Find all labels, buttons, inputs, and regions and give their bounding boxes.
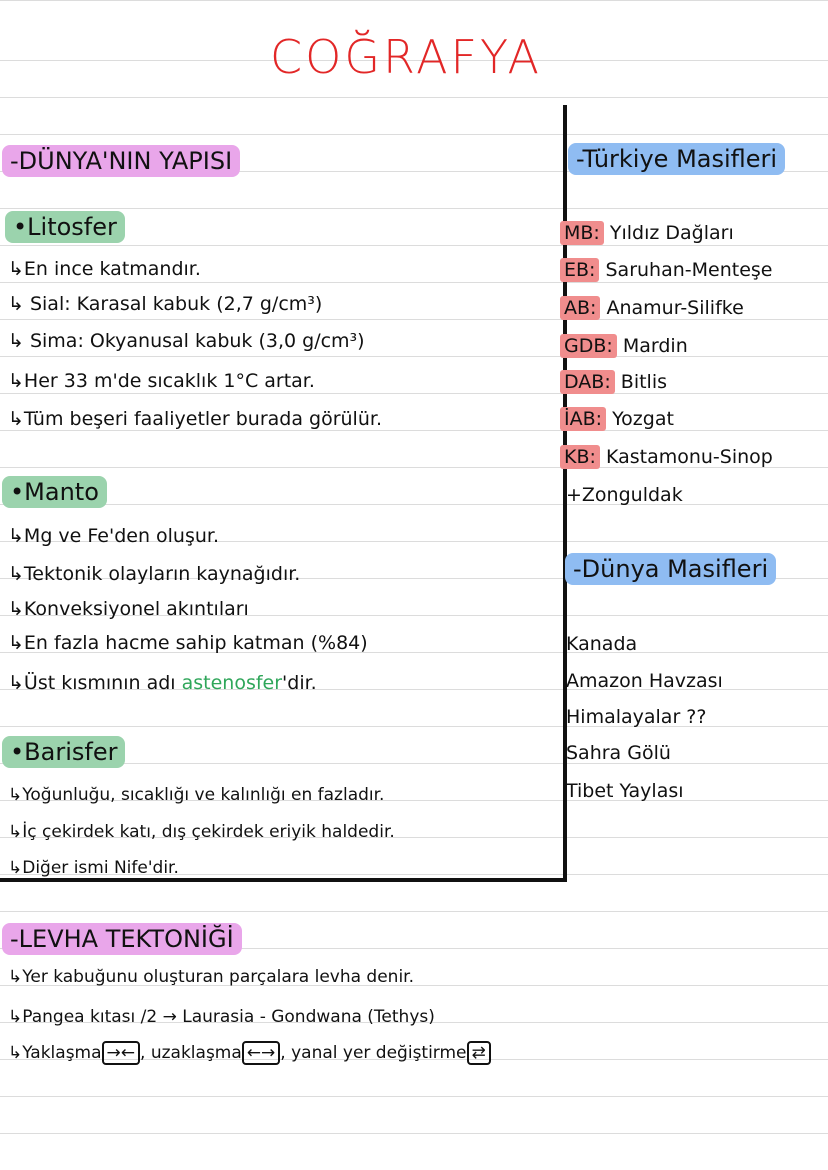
heading-litosfer: •Litosfer xyxy=(5,211,125,243)
heading-levha-tektonigi: -LEVHA TEKTONİĞİ xyxy=(2,923,242,955)
masif-code: AB: xyxy=(560,296,600,320)
note-text: , yanal yer değiştirme xyxy=(280,1043,467,1063)
masif-item xyxy=(560,297,744,319)
note-text: ↳Üst kısmının adı xyxy=(8,672,182,694)
heading-dunya-masifleri: -Dünya Masifleri xyxy=(565,553,776,585)
heading-turkiye-masifleri: -Türkiye Masifleri xyxy=(568,143,785,175)
masif-item xyxy=(560,408,674,430)
masif-item xyxy=(560,222,734,244)
masif-item xyxy=(560,446,773,468)
dunya-masif: Sahra Gölü xyxy=(566,742,671,764)
heading-barisfer: •Barisfer xyxy=(2,736,125,768)
masif-code: EB: xyxy=(560,258,599,282)
divergence-icon: ←→ xyxy=(242,1041,281,1065)
dunya-masif: Himalayalar ?? xyxy=(566,706,707,728)
note-text: ↳Yaklaşma xyxy=(8,1043,102,1063)
note-line: ↳Pangea kıtası /2 → Laurasia - Gondwana (Tethys) xyxy=(8,1007,435,1027)
masif-name: Bitlis xyxy=(620,371,668,393)
dunya-masif: Tibet Yaylası xyxy=(566,780,684,802)
masif-name: Saruhan-Menteşe xyxy=(605,259,773,281)
astenosfer-term: astenosfer xyxy=(181,672,283,694)
heading-dunyanin-yapisi: -DÜNYA'NIN YAPISI xyxy=(2,145,240,177)
dunya-masif: Kanada xyxy=(566,633,638,655)
masif-item xyxy=(560,371,667,393)
heading-manto: •Manto xyxy=(2,476,107,508)
page-title: COĞRAFYA xyxy=(270,30,542,84)
masif-name: Anamur-Silifke xyxy=(606,297,744,319)
note-line: ↳ Sial: Karasal kabuk (2,7 g/cm³) xyxy=(8,293,323,315)
note-line: ↳Mg ve Fe'den oluşur. xyxy=(8,525,220,547)
masif-name: Yıldız Dağları xyxy=(609,222,734,244)
masif-code: DAB: xyxy=(560,370,615,394)
masif-name: Kastamonu-Sinop xyxy=(605,446,773,468)
masif-code: KB: xyxy=(560,445,600,469)
note-line: ↳Yoğunluğu, sıcaklığı ve kalınlığı en fazladır. xyxy=(8,785,385,805)
note-line xyxy=(8,1043,491,1063)
note-line xyxy=(8,672,317,694)
masif-name: Mardin xyxy=(622,335,688,357)
note-line: ↳En ince katmandır. xyxy=(8,258,201,280)
note-line: ↳Yer kabuğunu oluşturan parçalara levha denir. xyxy=(8,967,415,987)
note-line: ↳Konveksiyonel akıntıları xyxy=(8,598,249,620)
note-line: ↳En fazla hacme sahip katman (%84) xyxy=(8,632,368,654)
masif-cont: +Zonguldak xyxy=(566,484,683,506)
note-line: ↳Her 33 m'de sıcaklık 1°C artar. xyxy=(8,370,315,392)
masif-name: Yozgat xyxy=(612,408,674,430)
note-line: ↳Tektonik olayların kaynağıdır. xyxy=(8,563,301,585)
masif-code: İAB: xyxy=(560,407,606,431)
section-divider xyxy=(0,878,567,882)
note-line: ↳Tüm beşeri faaliyetler burada görülür. xyxy=(8,408,382,430)
note-line: ↳İç çekirdek katı, dış çekirdek eriyik haldedir. xyxy=(8,822,395,842)
note-line: ↳Diğer ismi Nife'dir. xyxy=(8,858,179,878)
masif-code: GDB: xyxy=(560,334,617,358)
masif-item xyxy=(560,259,773,281)
convergence-icon: →← xyxy=(102,1041,141,1065)
note-line: ↳ Sima: Okyanusal kabuk (3,0 g/cm³) xyxy=(8,330,365,352)
note-text: 'dir. xyxy=(282,672,317,694)
transform-icon: ⇄ xyxy=(467,1041,491,1065)
note-text: , uzaklaşma xyxy=(140,1043,242,1063)
masif-code: MB: xyxy=(560,221,604,245)
dunya-masif: Amazon Havzası xyxy=(566,670,723,692)
masif-item xyxy=(560,335,688,357)
